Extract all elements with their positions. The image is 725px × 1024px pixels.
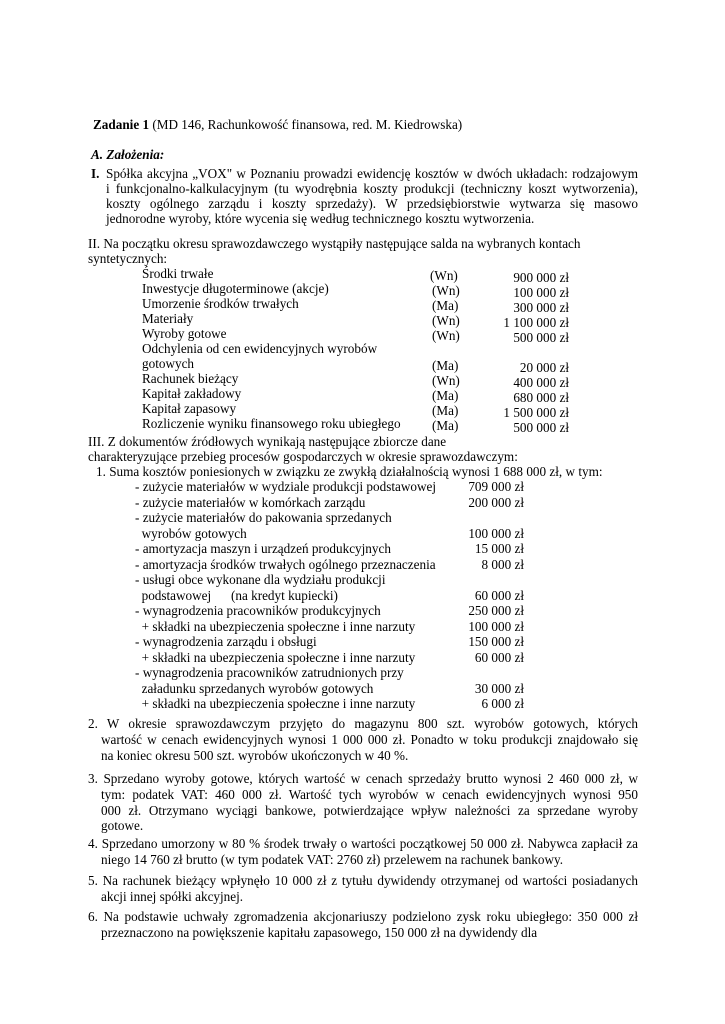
numbered-item-line: akcji innej spółki akcyjnej. <box>101 888 244 904</box>
account-amount: 100 000 zł <box>513 285 569 300</box>
cost-item: załadunku sprzedanych wyrobów gotowych <box>135 680 374 696</box>
account-name: Wyroby gotowe <box>142 326 227 341</box>
cost-item: wyrobów gotowych <box>135 525 247 541</box>
cost-amount: 250 000 zł <box>468 603 524 618</box>
account-name: Kapitał zapasowy <box>142 401 237 416</box>
section-i-line: jednorodne wyroby, które wycenia się według technicznego kosztu wytworzenia. <box>106 211 535 226</box>
section-ii-line: syntetycznych: <box>88 251 168 266</box>
cost-amount: 8 000 zł <box>481 556 524 572</box>
account-name: Inwestycje długoterminowe (akcje) <box>142 281 329 296</box>
account-name: gotowych <box>142 356 195 371</box>
section-iii-line: III. Z dokumentów źródłowych wynikają następujące zbiorcze dane <box>88 434 447 449</box>
cost-amount: 60 000 zł <box>474 587 524 603</box>
account-amount: 400 000 zł <box>513 375 569 390</box>
cost-amount: 100 000 zł <box>468 525 524 541</box>
cost-item: - wynagrodzenia pracowników produkcyjnych <box>135 603 381 618</box>
task-title <box>93 117 462 133</box>
account-name: Materiały <box>142 311 194 326</box>
cost-item: - wynagrodzenia pracowników zatrudnionych przy <box>135 665 404 680</box>
account-side: (Wn) <box>432 328 460 343</box>
section-iii-line: charakteryzujące przebieg procesów gospodarczych w okresie sprawozdawczym: <box>88 449 518 464</box>
numbered-item-line: niego 14 760 zł brutto (w tym podatek VAT: 2760 zł) przelewem na rachunek bankowy. <box>101 851 564 867</box>
cost-item: + składki na ubezpieczenia społeczne i inne narzuty <box>135 618 416 634</box>
item-1-heading: 1. Suma kosztów poniesionych w związku ze zwykłą działalnością wynosi 1 688 000 zł, w tym: <box>96 464 603 479</box>
cost-item: - amortyzacja środków trwałych ogólnego przeznaczenia <box>135 556 436 572</box>
section-i-label: I. <box>91 166 100 181</box>
numbered-item-line: 000 zł. Otrzymano wyciągi bankowe, potwierdzające wpływ należności za sprzedane wyroby <box>101 802 638 818</box>
task-title-rest: (MD 146, Rachunkowość finansowa, red. M. Kiedrowska) <box>149 117 463 132</box>
account-amount: 500 000 zł <box>513 330 569 345</box>
cost-item: - zużycie materiałów w komórkach zarządu <box>135 494 366 510</box>
account-name: Umorzenie środków trwałych <box>142 296 299 311</box>
numbered-item-line: 5. Na rachunek bieżący wpłynęło 10 000 zł z tytułu dywidendy otrzymanej od wartości posiadanych <box>88 873 638 888</box>
numbered-item-line: 2. W okresie sprawozdawczym przyjęto do magazynu 800 szt. wyrobów gotowych, których <box>88 716 638 731</box>
section-a-heading: A. Założenia: <box>91 147 165 162</box>
cost-item: - wynagrodzenia zarządu i obsługi <box>135 634 317 649</box>
task-title-bold: Zadanie 1 <box>93 117 150 132</box>
cost-item: - zużycie materiałów w wydziale produkcji podstawowej <box>135 479 437 494</box>
cost-amount: 150 000 zł <box>468 634 524 649</box>
account-amount: 300 000 zł <box>513 300 569 315</box>
account-amount: 20 000 zł <box>519 360 569 375</box>
account-name: Rachunek bieżący <box>142 371 239 386</box>
numbered-item-line: gotowe. <box>101 818 144 834</box>
account-amount: 680 000 zł <box>513 390 569 405</box>
cost-item: podstawowej (na kredyt kupiecki) <box>135 587 338 603</box>
numbered-item-line: przeznaczono na powiększenie kapitału zapasowego, 150 000 zł na dywidendy dla <box>101 924 538 940</box>
account-amount: 1 500 000 zł <box>503 405 569 420</box>
section-i-line: koszty ogólnego zarządu i koszty sprzedaży). W przedsiębiorstwie wytwarza się masowo <box>106 196 638 211</box>
cost-item: + składki na ubezpieczenia społeczne i inne narzuty <box>135 649 416 665</box>
account-amount: 1 100 000 zł <box>503 315 569 330</box>
cost-amount: 30 000 zł <box>474 680 524 696</box>
cost-amount: 100 000 zł <box>468 618 524 634</box>
cost-item: - amortyzacja maszyn i urządzeń produkcyjnych <box>135 541 391 556</box>
numbered-item-line: 6. Na podstawie uchwały zgromadzenia akcjonariuszy podzielono zysk roku ubiegłego: 350 000 zł <box>88 909 638 924</box>
numbered-item-line: na koniec okresu 500 szt. wyrobów ukończonych w 40 %. <box>101 747 409 763</box>
account-amount: 900 000 zł <box>513 270 569 285</box>
cost-item: + składki na ubezpieczenia społeczne i inne narzuty <box>135 696 416 711</box>
account-name: Kapitał zakładowy <box>142 386 242 401</box>
account-side: (Wn) <box>432 283 460 298</box>
cost-item: - zużycie materiałów do pakowania sprzedanych <box>135 510 392 525</box>
account-side: (Wn) <box>432 313 460 328</box>
cost-amount: 6 000 zł <box>481 696 524 711</box>
account-name: Rozliczenie wyniku finansowego roku ubiegłego <box>142 416 401 431</box>
section-i-line: i funkcjonalno-kalkulacyjnym (tu wyodrębnia koszty produkcji (techniczny koszt wytworzenia), <box>106 181 638 196</box>
section-i-line: Spółka akcyjna „VOX" w Poznaniu prowadzi ewidencję kosztów w dwóch układach: rodzajowym <box>106 166 638 181</box>
account-side: (Ma) <box>432 358 459 373</box>
cost-amount: 200 000 zł <box>468 494 524 510</box>
account-side: (Ma) <box>432 403 459 418</box>
account-side: (Ma) <box>432 418 459 433</box>
cost-item: - usługi obce wykonane dla wydziału produkcji <box>135 572 386 587</box>
account-name: Środki trwałe <box>142 266 214 281</box>
account-side: (Ma) <box>432 388 459 403</box>
account-name: Odchylenia od cen ewidencyjnych wyrobów <box>142 341 378 356</box>
numbered-item-line: 4. Sprzedano umorzony w 80 % środek trwały o wartości początkowej 50 000 zł. Nabywca zapłacił za <box>88 836 638 851</box>
account-side: (Ma) <box>432 298 459 313</box>
cost-amount: 60 000 zł <box>474 649 524 665</box>
cost-amount: 15 000 zł <box>474 541 524 556</box>
section-ii-line: II. Na początku okresu sprawozdawczego wystąpiły następujące salda na wybranych kontach <box>88 236 581 251</box>
account-side: (Wn) <box>432 373 460 388</box>
cost-amount: 709 000 zł <box>468 479 524 494</box>
numbered-item-line: tym: podatek VAT: 460 000 zł. Wartość tych wyrobów w cenach ewidencyjnych wynosi 950 <box>101 786 638 802</box>
numbered-item-line: 3. Sprzedano wyroby gotowe, których wartość w cenach sprzedaży brutto wynosi 2 460 000 zł, w <box>88 771 638 786</box>
numbered-item-line: wartość w cenach ewidencyjnych wynosi 1 000 000 zł. Ponadto w toku produkcji znajdowało się <box>101 731 638 747</box>
account-amount: 500 000 zł <box>513 420 569 435</box>
account-side: (Wn) <box>430 268 458 283</box>
